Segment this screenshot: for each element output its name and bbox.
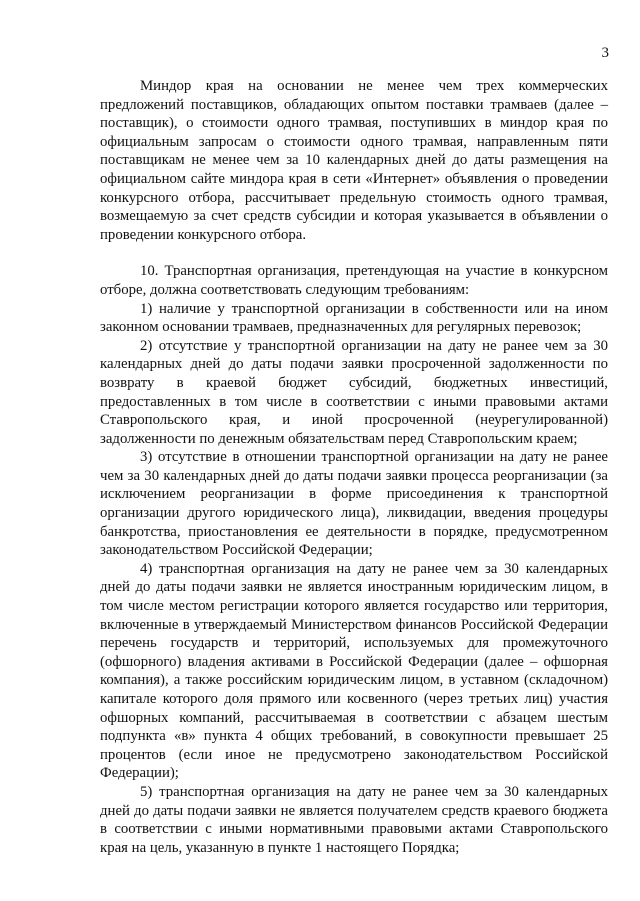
paragraph-requirement-4: 4) транспортная организация на дату не ранее чем за 30 календарных дней до даты подачи заявки не является иностранным юридическим лицом, в том числе местом регистрации которого является государство или территория, включенные в утверждаемый Министерством финансов Российской Федерации перечень государств и территорий, используемых для промежуточного (офшорного) владения активами в Российской Федерации (далее – офшорная компания), а также российским юридическим лицом, в уставном (складочном) капитале которого доля прямого или косвенного (через третьих лиц) участия офшорных компаний, рассчитываемая в соответствии с абзацем шестым подпункта «в» пункта 4 общих требований, в совокупности превышает 25 процентов (если иное не предусмотрено законодательством Российской Федерации);	[100, 560, 608, 782]
paragraph-price-calculation: Миндор края на основании не менее чем трех коммерческих предложений поставщиков, обладающих опытом поставки трамваев (далее – поставщик), о стоимости одного трамвая, поступивших в миндор края по официальным запросам о стоимости одного трамвая, направленным пяти поставщикам не менее чем за 10 календарных дней до даты размещения на официальном сайте миндора края в сети «Интернет» объявления о проведении конкурсного отбора, рассчитывает предельную стоимость одного трамвая, возмещаемую за счет средств субсидии и которая указывается в объявлении о проведении конкурсного отбора.	[100, 78, 608, 243]
paragraph-requirement-2: 2) отсутствие у транспортной организации на дату не ранее чем за 30 календарных дней до даты подачи заявки просроченной задолженности по возврату в краевой бюджет субсидий, бюджетных инвестиций, предоставленных в том числе в соответствии с иными правовыми актами Ставропольского края, и иной просроченной (неурегулированной) задолженности по денежным обязательствам перед Ставропольским краем;	[100, 337, 608, 447]
paragraph-requirement-1: 1) наличие у транспортной организации в собственности или на ином законном основании трамваев, предназначенных для регулярных перевозок;	[100, 300, 608, 336]
document-body	[100, 77, 608, 857]
paragraph-item-10-requirements: 10. Транспортная организация, претендующая на участие в конкурсном отборе, должна соответствовать следующим требованиям:	[100, 263, 608, 298]
paragraph-requirement-5: 5) транспортная организация на дату не ранее чем за 30 календарных дней до даты подачи заявки не является получателем средств краевого бюджета в соответствии с иными нормативными правовыми актами Ставропольского края на цель, указанную в пункте 1 настоящего Порядка;	[100, 783, 608, 856]
paragraph-requirement-3: 3) отсутствие в отношении транспортной организации на дату не ранее чем за 30 календарных дней до даты подачи заявки процесса реорганизации (за исключением реорганизации в форме присоединения к транспортной организации другого юридического лица), ликвидации, введения процедуры банкротства, приостановления ее деятельности в порядке, предусмотренном законодательством Российской Федерации;	[100, 449, 608, 559]
page-number: 3	[601, 45, 609, 61]
